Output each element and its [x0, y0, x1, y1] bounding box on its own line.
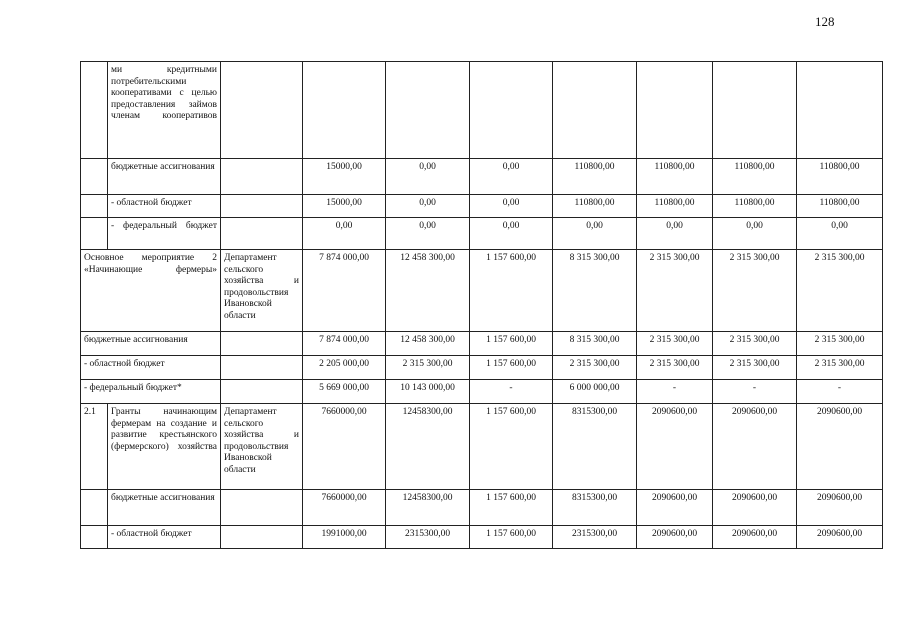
executor-cell: [221, 332, 303, 356]
value-cell: [553, 62, 637, 159]
value-cell: [386, 62, 470, 159]
value-cell: 2090600,00: [797, 490, 883, 526]
value-cell: [713, 62, 797, 159]
value-cell: 0,00: [797, 218, 883, 250]
value-cell: [470, 62, 553, 159]
value-cell: 2 315 300,00: [637, 250, 713, 332]
value-cell: 2 315 300,00: [797, 356, 883, 380]
value-cell: 12458300,00: [386, 404, 470, 490]
value-cell: -: [637, 380, 713, 404]
value-cell: 15000,00: [303, 159, 386, 195]
row-number-cell: [81, 526, 108, 549]
activity-name-cell: ми кредитными потребительскими кооперативами с целью предоставления займов членам кооперативов: [108, 62, 221, 159]
row-number-cell: [81, 159, 108, 195]
value-cell: 0,00: [470, 195, 553, 218]
value-cell: 8315300,00: [553, 404, 637, 490]
value-cell: 2090600,00: [713, 526, 797, 549]
value-cell: 1 157 600,00: [470, 490, 553, 526]
activity-name-cell: - областной бюджет: [108, 195, 221, 218]
value-cell: 2 315 300,00: [797, 250, 883, 332]
activity-name-cell: - областной бюджет: [108, 526, 221, 549]
row-number-cell: [81, 195, 108, 218]
table-row: [81, 159, 883, 195]
executor-cell: Департамент сельского хозяйства и продовольствия Ивановской области: [221, 404, 303, 490]
row-number-cell: [81, 62, 108, 159]
value-cell: 5 669 000,00: [303, 380, 386, 404]
value-cell: 110800,00: [797, 159, 883, 195]
value-cell: 7660000,00: [303, 404, 386, 490]
value-cell: 0,00: [303, 218, 386, 250]
value-cell: 2 205 000,00: [303, 356, 386, 380]
table-row: [81, 218, 883, 250]
value-cell: 2 315 300,00: [637, 332, 713, 356]
executor-cell: [221, 526, 303, 549]
executor-cell: [221, 490, 303, 526]
activity-name-cell: Основное мероприятие 2 «Начинающие фермеры»: [81, 250, 221, 332]
value-cell: 1 157 600,00: [470, 526, 553, 549]
value-cell: 0,00: [553, 218, 637, 250]
value-cell: 110800,00: [553, 195, 637, 218]
value-cell: 2315300,00: [386, 526, 470, 549]
value-cell: -: [470, 380, 553, 404]
activity-name-cell: бюджетные ассигнования: [81, 332, 221, 356]
activity-name-cell: бюджетные ассигнования: [108, 490, 221, 526]
value-cell: 110800,00: [637, 195, 713, 218]
value-cell: 8315300,00: [553, 490, 637, 526]
value-cell: 2090600,00: [797, 526, 883, 549]
activity-name-cell: бюджетные ассигнования: [108, 159, 221, 195]
table-row: [81, 332, 883, 356]
table-row: [81, 250, 883, 332]
table-row: [81, 380, 883, 404]
value-cell: 0,00: [637, 218, 713, 250]
value-cell: 2 315 300,00: [386, 356, 470, 380]
value-cell: 1 157 600,00: [470, 250, 553, 332]
value-cell: 110800,00: [713, 195, 797, 218]
executor-cell: [221, 218, 303, 250]
value-cell: 2090600,00: [637, 404, 713, 490]
executor-cell: [221, 159, 303, 195]
value-cell: 0,00: [386, 195, 470, 218]
value-cell: 2 315 300,00: [713, 332, 797, 356]
value-cell: 1 157 600,00: [470, 356, 553, 380]
activity-name-cell: - федеральный бюджет*: [81, 380, 221, 404]
table-row: [81, 356, 883, 380]
table-row: [81, 195, 883, 218]
table-row: [81, 526, 883, 549]
row-number-cell: 2.1: [81, 404, 108, 490]
executor-cell: [221, 380, 303, 404]
value-cell: 110800,00: [637, 159, 713, 195]
row-number-cell: [81, 490, 108, 526]
value-cell: -: [797, 380, 883, 404]
value-cell: 8 315 300,00: [553, 250, 637, 332]
value-cell: 15000,00: [303, 195, 386, 218]
row-number-cell: [81, 218, 108, 250]
activity-name-cell: - федеральный бюджет: [108, 218, 221, 250]
value-cell: 0,00: [470, 159, 553, 195]
value-cell: -: [713, 380, 797, 404]
value-cell: 12 458 300,00: [386, 332, 470, 356]
value-cell: 10 143 000,00: [386, 380, 470, 404]
value-cell: 2090600,00: [637, 526, 713, 549]
value-cell: 7 874 000,00: [303, 332, 386, 356]
value-cell: 0,00: [386, 218, 470, 250]
value-cell: 1 157 600,00: [470, 332, 553, 356]
table-row: [81, 490, 883, 526]
value-cell: 6 000 000,00: [553, 380, 637, 404]
value-cell: 2 315 300,00: [713, 250, 797, 332]
table-row: [81, 404, 883, 490]
value-cell: 1991000,00: [303, 526, 386, 549]
value-cell: 7660000,00: [303, 490, 386, 526]
value-cell: 1 157 600,00: [470, 404, 553, 490]
value-cell: 2 315 300,00: [637, 356, 713, 380]
value-cell: 0,00: [386, 159, 470, 195]
table-row: [81, 62, 883, 159]
value-cell: 2090600,00: [713, 404, 797, 490]
value-cell: 110800,00: [797, 195, 883, 218]
value-cell: 110800,00: [713, 159, 797, 195]
page-number: 128: [815, 14, 835, 29]
value-cell: 7 874 000,00: [303, 250, 386, 332]
value-cell: 2 315 300,00: [797, 332, 883, 356]
value-cell: 2 315 300,00: [713, 356, 797, 380]
value-cell: 2090600,00: [637, 490, 713, 526]
value-cell: 12458300,00: [386, 490, 470, 526]
value-cell: 2315300,00: [553, 526, 637, 549]
value-cell: [303, 62, 386, 159]
value-cell: 110800,00: [553, 159, 637, 195]
executor-cell: [221, 62, 303, 159]
value-cell: 2090600,00: [797, 404, 883, 490]
value-cell: 0,00: [470, 218, 553, 250]
value-cell: [637, 62, 713, 159]
executor-cell: Департамент сельского хозяйства и продовольствия Ивановской области: [221, 250, 303, 332]
value-cell: 2090600,00: [713, 490, 797, 526]
budget-table: [80, 61, 883, 549]
value-cell: 2 315 300,00: [553, 356, 637, 380]
activity-name-cell: - областной бюджет: [81, 356, 221, 380]
value-cell: 8 315 300,00: [553, 332, 637, 356]
executor-cell: [221, 356, 303, 380]
value-cell: [797, 62, 883, 159]
activity-name-cell: Гранты начинающим фермерам на создание и развитие крестьянского (фермерского) хозяйства: [108, 404, 221, 490]
value-cell: 0,00: [713, 218, 797, 250]
executor-cell: [221, 195, 303, 218]
value-cell: 12 458 300,00: [386, 250, 470, 332]
